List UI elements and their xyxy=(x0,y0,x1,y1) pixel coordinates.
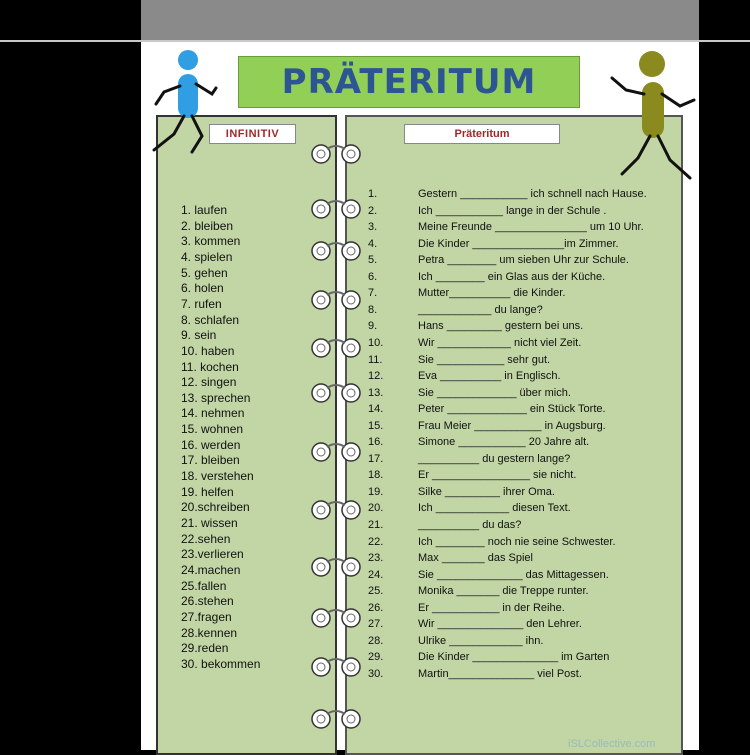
sentence-number: 1. xyxy=(368,188,378,200)
infinitive-item: 12. singen xyxy=(181,375,237,390)
sentence-text: Er ________________ sie nicht. xyxy=(418,469,577,482)
infinitive-item: 27.fragen xyxy=(181,609,232,624)
sentence-number: 19. xyxy=(368,485,384,498)
infinitive-item: 19. helfen xyxy=(181,484,234,499)
sentence-number: 15. xyxy=(368,419,384,432)
infinitive-item: 11. kochen xyxy=(181,359,239,374)
sentence-number: 9. xyxy=(368,320,378,333)
sentence-number: 12. xyxy=(368,370,384,383)
sentence-number: 11. xyxy=(368,353,383,366)
sentence-number: 25. xyxy=(368,585,384,598)
infinitive-item: 21. wissen xyxy=(181,516,238,530)
sentence-text: __________ du gestern lange? xyxy=(418,452,571,465)
olive-running-figure-icon xyxy=(608,50,700,190)
sentence-number: 5. xyxy=(368,254,378,267)
sentence-text: Martin______________ viel Post. xyxy=(418,667,582,680)
infinitive-item: 24.machen xyxy=(181,562,241,577)
sentence-number: 7. xyxy=(368,287,378,300)
sentence-number: 10. xyxy=(368,336,384,349)
infinitive-item: 17. bleiben xyxy=(181,453,240,468)
title-banner xyxy=(238,56,580,108)
spiral-ring-icon xyxy=(305,289,367,311)
sentence-text: Mutter__________ die Kinder. xyxy=(418,287,566,300)
sentence-number: 8. xyxy=(368,303,378,316)
sentence-text: ____________ du lange? xyxy=(418,303,543,316)
sentence-number: 2. xyxy=(368,204,378,217)
infinitive-item: 29.reden xyxy=(181,641,229,656)
infinitive-item: 28.kennen xyxy=(181,625,238,640)
infinitive-item: 2. bleiben xyxy=(181,218,234,233)
sentence-text: Die Kinder _______________im Zimmer. xyxy=(418,237,619,250)
sentence-text: Petra ________ um sieben Uhr zur Schule. xyxy=(418,254,629,267)
infinitive-item: 13. sprechen xyxy=(181,390,251,405)
praeteritum-header: Präteritum xyxy=(404,124,560,144)
infinitive-item: 5. gehen xyxy=(181,265,228,280)
top-toolbar xyxy=(141,0,699,40)
spiral-ring-icon xyxy=(305,337,367,359)
infinitive-item: 14. nehmen xyxy=(181,406,245,421)
sentence-text: Wir ______________ den Lehrer. xyxy=(418,618,582,631)
sentence-text: Gestern ___________ ich schnell nach Hause. xyxy=(418,188,647,200)
infinitive-item: 9. sein xyxy=(181,328,217,343)
sentence-number: 29. xyxy=(368,651,384,664)
spiral-ring-icon xyxy=(305,656,367,678)
sentence-number: 21. xyxy=(368,519,384,531)
infinitive-item: 26.stehen xyxy=(181,594,234,609)
sentence-number: 27. xyxy=(368,618,384,631)
sentence-number: 22. xyxy=(368,535,384,548)
spiral-ring-icon xyxy=(305,382,367,404)
infinitive-item: 30. bekommen xyxy=(181,656,261,671)
sentence-text: Ich ____________ diesen Text. xyxy=(418,502,571,515)
sentence-text: Silke _________ ihrer Oma. xyxy=(418,485,555,498)
sentence-number: 26. xyxy=(368,601,384,614)
infinitive-item: 16. werden xyxy=(181,437,241,452)
sentence-text: Max _______ das Spiel xyxy=(418,552,533,565)
sentence-text: Ich ___________ lange in der Schule . xyxy=(418,204,607,217)
infinitive-item: 23.verlieren xyxy=(181,547,244,562)
infinitive-item: 1. laufen xyxy=(181,203,228,217)
sentence-text: Sie ______________ das Mittagessen. xyxy=(418,568,609,581)
sentence-number: 23. xyxy=(368,552,384,565)
sentence-text: Wir ____________ nicht viel Zeit. xyxy=(418,336,582,349)
infinitive-item: 3. kommen xyxy=(181,234,241,249)
infinitive-item: 10. haben xyxy=(181,343,235,358)
sentence-text: Eva __________ in Englisch. xyxy=(418,370,561,383)
infinitive-item: 7. rufen xyxy=(181,296,222,311)
infinitive-item: 6. holen xyxy=(181,281,224,296)
sentence-text: Ulrike ____________ ihn. xyxy=(418,634,544,647)
infinitive-item: 8. schlafen xyxy=(181,312,240,327)
sentence-number: 3. xyxy=(368,221,378,234)
sentence-number: 14. xyxy=(368,403,384,416)
sentence-text: Sie _____________ über mich. xyxy=(418,386,571,399)
watermark: iSLCollective.com xyxy=(568,738,656,750)
sentence-text: Hans _________ gestern bei uns. xyxy=(418,320,584,333)
spiral-ring-icon xyxy=(305,240,367,262)
infinitive-item: 25.fallen xyxy=(181,578,227,593)
sentence-text: Simone ___________ 20 Jahre alt. xyxy=(418,436,590,449)
infinitive-item: 22.sehen xyxy=(181,531,231,546)
spiral-ring-icon xyxy=(305,143,367,165)
spiral-ring-icon xyxy=(305,708,367,730)
sentence-text: Peter _____________ ein Stück Torte. xyxy=(418,403,606,416)
spiral-ring-icon xyxy=(305,499,367,521)
sentence-number: 30. xyxy=(368,667,384,680)
sentence-number: 17. xyxy=(368,452,384,465)
sentence-number: 4. xyxy=(368,237,378,250)
sentence-text: Die Kinder ______________ im Garten xyxy=(418,651,610,664)
sentence-number: 16. xyxy=(368,436,384,449)
sentence-number: 18. xyxy=(368,469,384,482)
sentence-text: Monika _______ die Treppe runter. xyxy=(418,585,589,598)
infinitive-item: 15. wohnen xyxy=(181,422,244,437)
blue-running-figure-icon xyxy=(148,48,220,158)
sentence-number: 28. xyxy=(368,634,384,647)
sentence-text: __________ du das? xyxy=(418,519,522,531)
spiral-ring-icon xyxy=(305,607,367,629)
sentence-text: Sie ___________ sehr gut. xyxy=(418,353,551,366)
sentence-text: Ich ________ noch nie seine Schwester. xyxy=(418,535,616,548)
infinitive-item: 18. verstehen xyxy=(181,469,254,484)
infinitive-item: 20.schreiben xyxy=(181,500,250,515)
sentence-number: 13. xyxy=(368,386,384,399)
infinitiv-header: INFINITIV xyxy=(209,124,296,144)
spiral-ring-icon xyxy=(305,198,367,220)
sentence-text: Er ___________ in der Reihe. xyxy=(418,601,565,614)
sentence-text: Frau Meier ___________ in Augsburg. xyxy=(418,419,606,432)
sentence-text: Ich ________ ein Glas aus der Küche. xyxy=(418,270,606,283)
spiral-ring-icon xyxy=(305,556,367,578)
infinitive-item: 4. spielen xyxy=(181,249,233,264)
page-title: PRÄTERITUM xyxy=(281,62,537,102)
sentence-number: 6. xyxy=(368,270,378,283)
sentence-number: 20. xyxy=(368,502,384,515)
spiral-ring-icon xyxy=(305,441,367,463)
sentence-number: 24. xyxy=(368,568,384,581)
sentence-text: Meine Freunde _______________ um 10 Uhr. xyxy=(418,221,644,234)
